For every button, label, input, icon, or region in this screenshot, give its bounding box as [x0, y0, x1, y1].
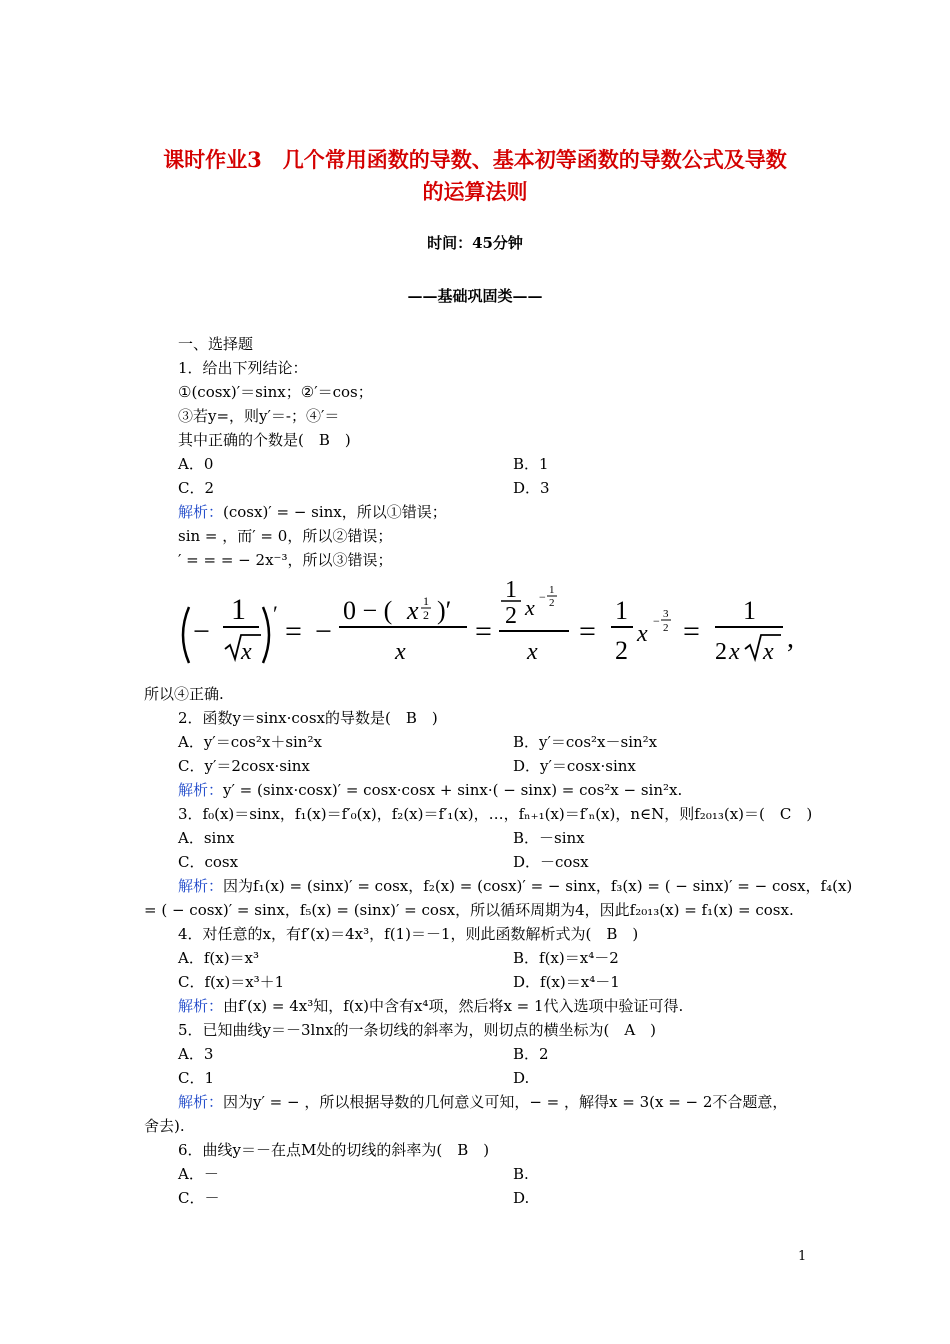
q1-option-b: B．1	[513, 455, 549, 473]
svg-text:)′: )′	[437, 596, 452, 625]
svg-text:−: −	[653, 614, 660, 628]
svg-text:=: =	[579, 615, 596, 648]
svg-text:x: x	[527, 639, 538, 665]
q5-analysis-text-1: 因为y′ = − ，所以根据导数的几何意义可知，− = ，解得x = 3(x = − 2不合题意，	[223, 1093, 788, 1111]
q3-option-b: B．－sinx	[513, 829, 585, 847]
title-line-2: 的运算法则	[422, 179, 528, 204]
q2-option-a: A．y′＝cos²x＋sin²x	[178, 733, 322, 751]
svg-text:3: 3	[663, 608, 669, 620]
svg-text:=: =	[285, 615, 302, 648]
analysis-label: 解析：	[178, 877, 224, 895]
svg-text:x: x	[241, 639, 252, 665]
q4-option-b: B．f(x)＝x⁴－2	[513, 949, 619, 967]
q1-line-2: ①(cosx)′＝sinx；②′＝cos；	[178, 383, 373, 401]
svg-text:x: x	[729, 639, 740, 665]
svg-text:,: ,	[787, 623, 794, 654]
q3-analysis-text-1: 因为f₁(x) = (sinx)′ = cosx，f₂(x) = (cosx)′ = − sinx，f₃(x) = ( − sinx)′ = − cosx，f₄(x)	[223, 877, 853, 895]
q1-line-4: 其中正确的个数是( B )	[178, 431, 351, 449]
q6-option-c: C．－	[178, 1189, 220, 1207]
section-heading: ——基础巩固类——	[407, 287, 543, 305]
svg-text:x: x	[407, 596, 419, 625]
q3-option-a: A．sinx	[178, 829, 235, 847]
svg-text:−: −	[539, 590, 546, 604]
q6-option-b: B.	[513, 1165, 529, 1183]
q3-option-d: D．－cosx	[513, 853, 589, 871]
q4-option-a: A．f(x)＝x³	[178, 949, 260, 967]
svg-text:1: 1	[549, 584, 555, 596]
q2-option-c: C．y′＝2cosx·sinx	[178, 757, 310, 775]
svg-text:1: 1	[231, 593, 246, 626]
analysis-label: 解析：	[178, 1093, 224, 1111]
q4-analysis-text: 由f′(x) = 4x³知，f(x)中含有x⁴项，然后将x = 1代入选项中验证可得.	[223, 997, 684, 1015]
svg-text:′: ′	[273, 601, 278, 626]
svg-text:1: 1	[505, 577, 517, 603]
q1-analysis-2: sin = ，而′ = 0，所以②错误；	[178, 527, 393, 545]
svg-text:2: 2	[505, 603, 517, 629]
q1-stem: 1．给出下列结论：	[178, 359, 308, 377]
svg-text:−: −	[193, 615, 210, 648]
q4-analysis	[178, 996, 683, 1016]
q1-option-c: C．2	[178, 479, 215, 497]
q1-line-3: ③若y=，则y′＝-；④′＝	[178, 407, 340, 425]
q4-option-c: C．f(x)＝x³＋1	[178, 973, 285, 991]
q5-option-c: C．1	[178, 1069, 215, 1087]
q6-option-a: A．－	[178, 1165, 219, 1183]
q6-stem: 6．曲线y＝－在点M处的切线的斜率为( B )	[178, 1141, 490, 1159]
svg-text:2: 2	[715, 639, 727, 665]
q1-option-a: A．0	[178, 455, 214, 473]
q5-option-a: A．3	[178, 1045, 214, 1063]
page-number: 1	[798, 1249, 807, 1264]
q2-option-d: D．y′＝cosx·sinx	[513, 757, 636, 775]
svg-text:−: −	[315, 615, 332, 648]
q6-option-d: D.	[513, 1189, 530, 1207]
svg-text:2: 2	[549, 597, 555, 609]
svg-text:2: 2	[423, 608, 429, 622]
q3-analysis-1	[178, 876, 852, 896]
part-heading: 一、选择题	[178, 335, 254, 353]
svg-text:1: 1	[423, 594, 429, 608]
svg-text:=: =	[683, 615, 700, 648]
svg-text:x: x	[763, 639, 774, 665]
q5-analysis-2: 舍去).	[144, 1117, 185, 1135]
q1-analysis-text-1: (cosx)′ = − sinx，所以①错误；	[223, 503, 447, 521]
svg-text:1: 1	[743, 596, 756, 625]
q4-stem: 4．对任意的x，有f′(x)＝4x³，f(1)＝－1，则此函数解析式为( B )	[178, 925, 639, 943]
q2-option-b: B．y′＝cos²x－sin²x	[513, 733, 658, 751]
q1-conclusion: 所以④正确.	[144, 685, 224, 703]
svg-text:2: 2	[663, 622, 669, 634]
q5-stem: 5．已知曲线y＝－3lnx的一条切线的斜率为，则切点的横坐标为( A )	[178, 1021, 657, 1039]
q5-option-d: D.	[513, 1069, 530, 1087]
svg-text:1: 1	[615, 596, 628, 625]
derivative-formula-image	[175, 575, 815, 675]
q5-analysis-1	[178, 1092, 787, 1112]
analysis-label: 解析：	[178, 781, 224, 799]
q3-analysis-2: = ( − cosx)′ = sinx，f₅(x) = (sinx)′ = cosx，所以循环周期为4，因此f₂₀₁₃(x) = f₁(x) = cosx.	[144, 901, 794, 919]
q2-analysis-text: y′ = (sinx·cosx)′ = cosx·cosx + sinx·( − sinx) = cos²x − sin²x.	[223, 781, 683, 799]
svg-text:2: 2	[615, 636, 628, 665]
q5-option-b: B．2	[513, 1045, 549, 1063]
q3-stem: 3．f₀(x)＝sinx，f₁(x)＝f′₀(x)，f₂(x)＝f′₁(x)，…，fₙ₊₁(x)＝f′ₙ(x)，n∈N，则f₂₀₁₃(x)＝( C )	[178, 805, 813, 823]
q1-analysis-1	[178, 502, 447, 522]
analysis-label: 解析：	[178, 503, 224, 521]
q3-option-c: C．cosx	[178, 853, 239, 871]
q1-analysis-3: ′ = = = − 2x⁻³，所以③错误；	[178, 551, 393, 569]
q2-stem: 2．函数y＝sinx·cosx的导数是( B )	[178, 709, 438, 727]
svg-text:x: x	[395, 639, 406, 665]
q1-option-d: D．3	[513, 479, 550, 497]
analysis-label: 解析：	[178, 997, 224, 1015]
time-info: 时间：45分钟	[427, 234, 523, 252]
title-line-1: 课时作业3 几个常用函数的导数、基本初等函数的导数公式及导数	[163, 147, 787, 172]
svg-text:x: x	[525, 595, 535, 620]
q4-option-d: D．f(x)＝x⁴－1	[513, 973, 620, 991]
svg-text:=: =	[475, 615, 492, 648]
q2-analysis	[178, 780, 682, 800]
svg-text:x: x	[637, 621, 648, 647]
svg-text:0 − (: 0 − (	[343, 596, 393, 625]
